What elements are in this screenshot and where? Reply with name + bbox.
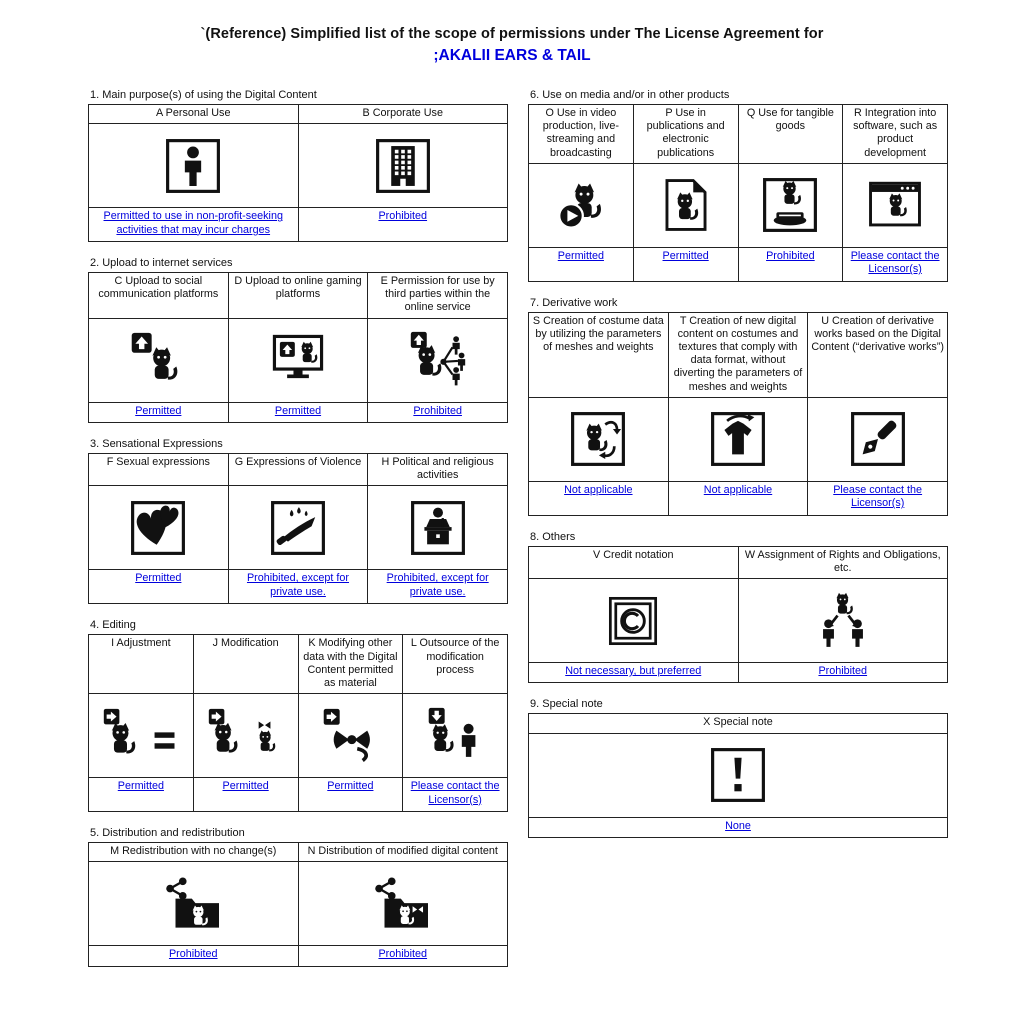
cell-label: U Creation of derivative works based on the Digital Content (“derivative works”) [808,312,948,397]
upload-social-icon [129,351,187,368]
cell-label: E Permission for use by third parties within the online service [368,273,508,319]
costume-new-icon [709,430,767,447]
icon-cell [228,486,368,570]
building-icon [374,157,432,174]
status-text: Please contact the Licensor(s) [843,247,948,281]
status-text: None [529,817,948,837]
cell-label: X Special note [529,714,948,733]
political-icon [409,519,467,536]
title-line2: ;AKALII EARS & TAIL [433,47,591,64]
permission-table-editing [88,634,508,812]
icon-cell [298,694,403,778]
cell-label: R Integration into software, such as product development [843,105,948,164]
section-sensational [88,438,508,604]
status-text: Prohibited [89,946,299,966]
section-media [528,89,948,282]
icon-cell [633,163,738,247]
cell-label: N Distribution of modified digital content [298,843,508,862]
goods-icon [761,196,819,213]
status-text: Permitted [89,402,229,422]
icon-cell [529,733,948,817]
section-heading-sensational: 3. Sensational Expressions [90,438,223,451]
upload-gaming-icon [269,351,327,368]
cell-label: J Modification [193,635,298,694]
icon-cell [89,124,299,208]
cell-label: L Outsource of the modification process [403,635,508,694]
status-text: Prohibited, except for private use. [368,570,508,604]
icon-cell [368,486,508,570]
icon-cell [193,694,298,778]
credit-icon [604,612,662,629]
status-text: Permitted to use in non-profit-seeking activities that may incur charges [89,208,299,242]
icon-cell [228,318,368,402]
status-text: Not applicable [529,481,669,515]
status-text: Please contact the Licensor(s) [808,481,948,515]
icon-cell [403,694,508,778]
status-text: Permitted [89,778,194,812]
icon-cell [89,318,229,402]
modified-distribution-icon [370,895,435,912]
icon-cell [668,397,808,481]
status-text: Permitted [529,247,634,281]
icon-cell [89,694,194,778]
section-heading-editing: 4. Editing [90,619,136,632]
permission-table-main-purpose [88,104,508,242]
assignment-icon [814,612,872,629]
person-icon [164,157,222,174]
section-heading-media: 6. Use on media and/or in other products [530,89,730,101]
icon-cell [808,397,948,481]
icon-cell [843,163,948,247]
status-text: Permitted [89,570,229,604]
cell-label: Q Use for tangible goods [738,105,843,164]
cell-label: F Sexual expressions [89,454,229,486]
cell-label: W Assignment of Rights and Obligations, etc. [738,546,948,578]
status-text: Prohibited, except for private use. [228,570,368,604]
costume-params-icon [569,430,627,447]
video-icon [552,196,610,213]
section-others [528,531,948,684]
cell-label: B Corporate Use [298,105,508,124]
icon-cell [298,862,508,946]
material-icon [321,727,379,744]
cell-label: P Use in publications and electronic publications [633,105,738,164]
status-text: Prohibited [738,663,948,683]
icon-cell [738,579,948,663]
status-text: Prohibited [738,247,843,281]
status-text: Prohibited [298,946,508,966]
section-heading-upload: 2. Upload to internet services [90,257,233,270]
cell-label: C Upload to social communication platforms [89,273,229,319]
status-text: Prohibited [368,402,508,422]
status-text: Permitted [193,778,298,812]
section-heading-others: 8. Others [530,530,576,543]
icon-cell [368,318,508,402]
permission-table-sensational [88,453,508,604]
software-icon [866,196,924,213]
violence-icon [269,519,327,536]
section-upload [88,257,508,423]
section-heading-distribution: 5. Distribution and redistribution [90,827,245,840]
permission-table-special-note [528,713,948,838]
status-text: Not applicable [668,481,808,515]
cell-label: D Upload to online gaming platforms [228,273,368,319]
section-main-purpose [88,89,508,242]
icon-cell [529,579,739,663]
exclamation-icon [709,766,767,783]
pen-icon [849,430,907,447]
status-text: Please contact the Licensor(s) [403,778,508,812]
outsource-icon [426,727,484,744]
column-left [88,89,508,982]
cell-label: O Use in video production, live-streaming and broadcasting [529,105,634,164]
section-editing [88,619,508,812]
section-heading-derivative: 7. Derivative work [530,296,618,309]
section-distribution [88,827,508,967]
title-line1: `(Reference) Simplified list of the scope of permissions under The License Agreement for [200,26,824,42]
status-text: Permitted [633,247,738,281]
adjustment-icon [102,727,180,744]
icon-cell [89,862,299,946]
publication-icon [657,196,715,213]
content [88,89,948,982]
section-heading-main-purpose: 1. Main purpose(s) of using the Digital Content [90,89,317,101]
third-party-icon [409,351,467,368]
cell-label: K Modifying other data with the Digital Content permitted as material [298,635,403,694]
hearts-icon [129,519,187,536]
permission-table-derivative [528,312,948,516]
column-right [528,89,948,853]
cell-label: M Redistribution with no change(s) [89,843,299,862]
cell-label: S Creation of costume data by utilizing the parameters of meshes and weights [529,312,669,397]
cell-label: G Expressions of Violence [228,454,368,486]
section-heading-special-note: 9. Special note [530,698,603,711]
redistribution-icon [161,895,226,912]
permission-table-media [528,104,948,282]
cell-label: V Credit notation [529,546,739,578]
permission-table-others [528,546,948,684]
cell-label: A Personal Use [89,105,299,124]
cell-label: H Political and religious activities [368,454,508,486]
icon-cell [89,486,229,570]
icon-cell [298,124,508,208]
icon-cell [529,163,634,247]
status-text: Prohibited [298,208,508,242]
page-title [0,0,1024,65]
cell-label: T Creation of new digital content on costumes and textures that comply with data format, without diverting the parameters of meshes and weights [668,312,808,397]
status-text: Permitted [298,778,403,812]
icon-cell [738,163,843,247]
status-text: Not necessary, but preferred [529,663,739,683]
icon-cell [529,397,669,481]
cell-label: I Adjustment [89,635,194,694]
status-text: Permitted [228,402,368,422]
section-special-note [528,698,948,838]
permission-table-upload [88,272,508,423]
modification-icon [207,727,285,744]
permission-table-distribution [88,842,508,967]
section-derivative [528,297,948,516]
